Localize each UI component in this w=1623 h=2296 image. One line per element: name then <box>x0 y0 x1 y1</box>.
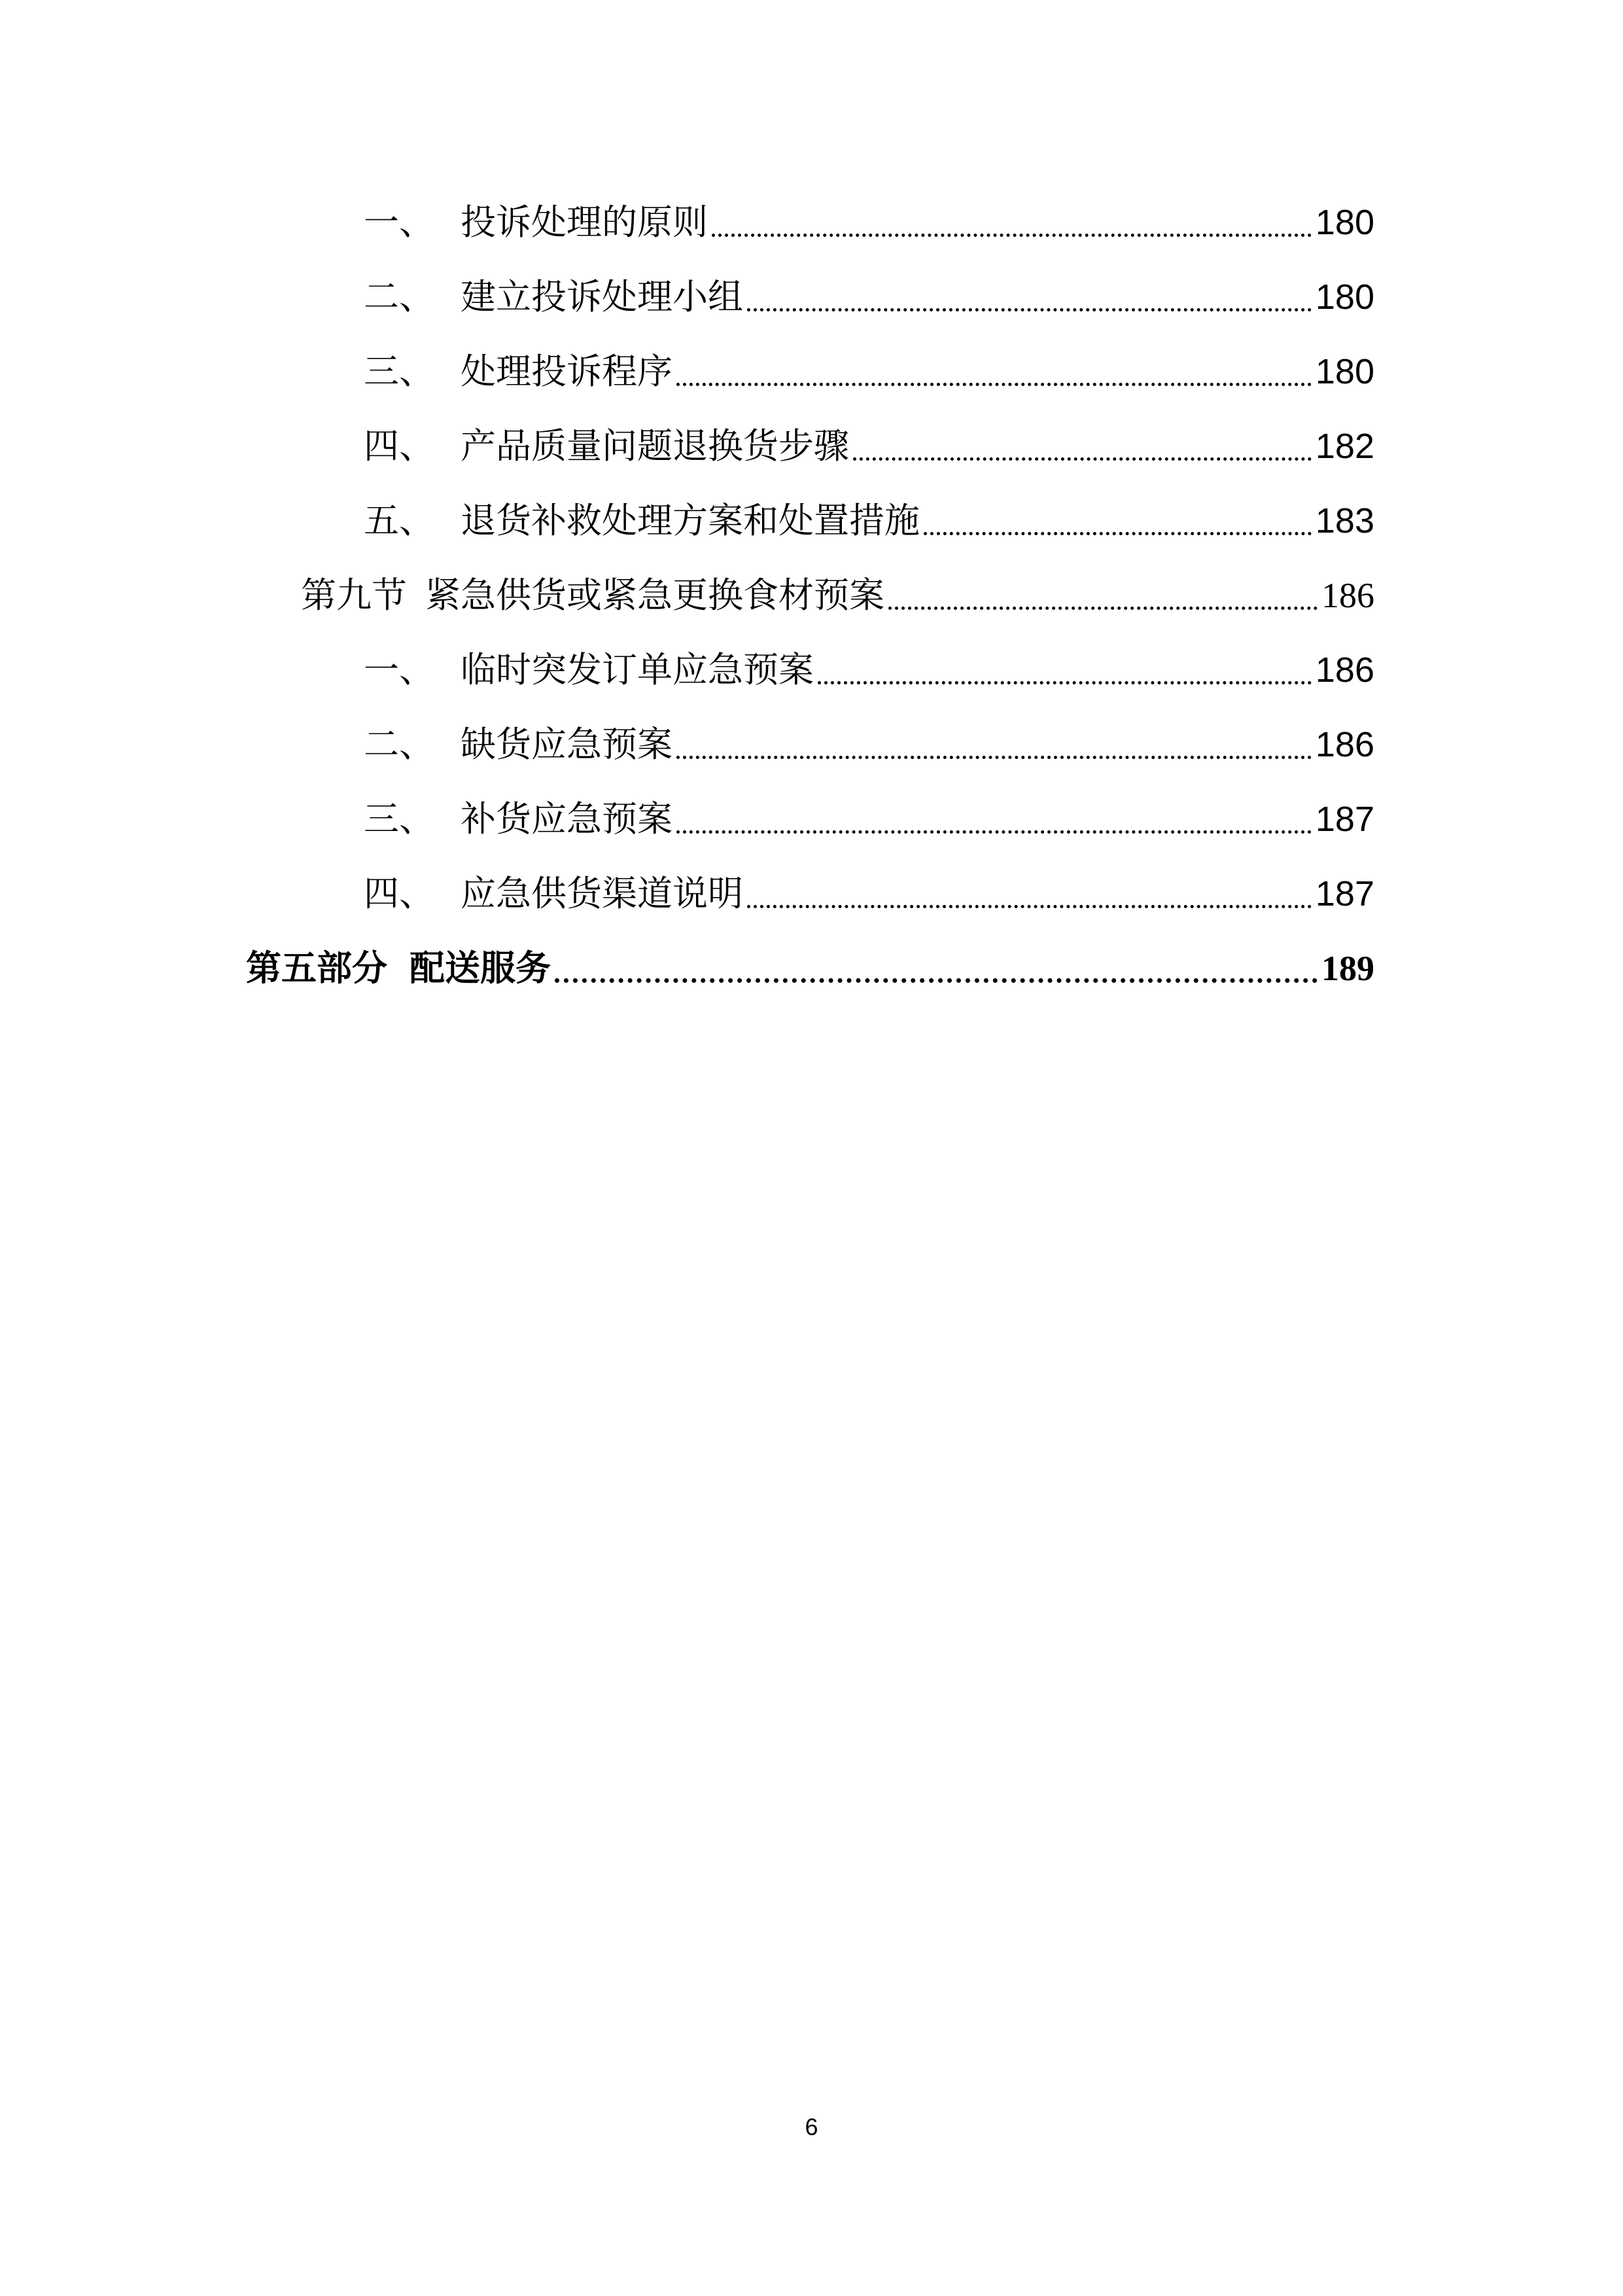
toc-entry-title: 建立投诉处理小组 <box>461 276 743 317</box>
toc-entry[interactable] <box>364 718 1374 771</box>
toc-entry[interactable] <box>364 644 1374 696</box>
toc-entry-number: 二、 <box>364 276 434 317</box>
dot-leader <box>924 495 1312 547</box>
dot-leader <box>676 793 1312 845</box>
toc-entry-number: 一、 <box>364 649 434 690</box>
toc-entry-title: 缺货应急预案 <box>461 724 672 765</box>
dot-leader <box>888 569 1318 622</box>
toc-entry-title: 应急供货渠道说明 <box>461 873 743 914</box>
toc-entry-page: 189 <box>1321 949 1374 988</box>
toc-entry-title: 产品质量问题退换货步骤 <box>461 425 849 467</box>
dot-leader <box>818 644 1312 696</box>
dot-leader <box>676 345 1312 398</box>
toc-entry-title: 退货补救处理方案和处置措施 <box>461 500 920 541</box>
toc-entry-page: 186 <box>1315 650 1374 690</box>
toc-entry[interactable] <box>364 793 1374 845</box>
toc-entry[interactable] <box>364 271 1374 323</box>
toc-entry[interactable] <box>364 495 1374 547</box>
toc-entry[interactable] <box>364 345 1374 398</box>
toc-entry-page: 187 <box>1315 874 1374 913</box>
toc-entry-number: 五、 <box>364 500 434 541</box>
toc-section-number: 第九节 <box>301 574 407 616</box>
toc-entry-page: 186 <box>1315 725 1374 764</box>
toc-entry-page: 187 <box>1315 800 1374 839</box>
dot-leader <box>712 196 1312 249</box>
toc-entry-page: 183 <box>1315 501 1374 540</box>
toc-entry-title: 临时突发订单应急预案 <box>461 649 814 690</box>
dot-leader <box>747 868 1312 920</box>
toc-section-entry[interactable] <box>301 569 1374 622</box>
toc-entry-number: 四、 <box>364 873 434 914</box>
toc-section-title: 紧急供货或紧急更换食材预案 <box>425 574 884 616</box>
toc-entry-page: 180 <box>1315 277 1374 317</box>
toc-part-number: 第五部分 <box>246 949 387 988</box>
page-number: 6 <box>805 2113 818 2140</box>
toc-entry-page: 186 <box>1321 576 1374 615</box>
dot-leader <box>747 271 1312 323</box>
dot-leader <box>853 420 1312 472</box>
toc-entry-page: 180 <box>1315 352 1374 391</box>
toc-entry-title: 投诉处理的原则 <box>461 202 708 243</box>
toc-entry-number: 一、 <box>364 202 434 243</box>
dot-leader <box>555 942 1318 995</box>
toc-entry-number: 二、 <box>364 724 434 765</box>
toc-entry-number: 三、 <box>364 351 434 392</box>
toc-entry-number: 三、 <box>364 798 434 839</box>
toc-entry-title: 处理投诉程序 <box>461 351 672 392</box>
dot-leader <box>676 718 1312 771</box>
toc-entry-page: 182 <box>1315 427 1374 466</box>
toc-entry[interactable] <box>364 868 1374 920</box>
toc-part-title: 配送服务 <box>410 949 551 988</box>
toc-entry[interactable] <box>364 196 1374 249</box>
toc-entry-page: 180 <box>1315 203 1374 242</box>
toc-part-entry[interactable] <box>246 942 1374 995</box>
toc-entry[interactable] <box>364 420 1374 472</box>
toc-entry-title: 补货应急预案 <box>461 798 672 839</box>
toc-entry-number: 四、 <box>364 425 434 467</box>
